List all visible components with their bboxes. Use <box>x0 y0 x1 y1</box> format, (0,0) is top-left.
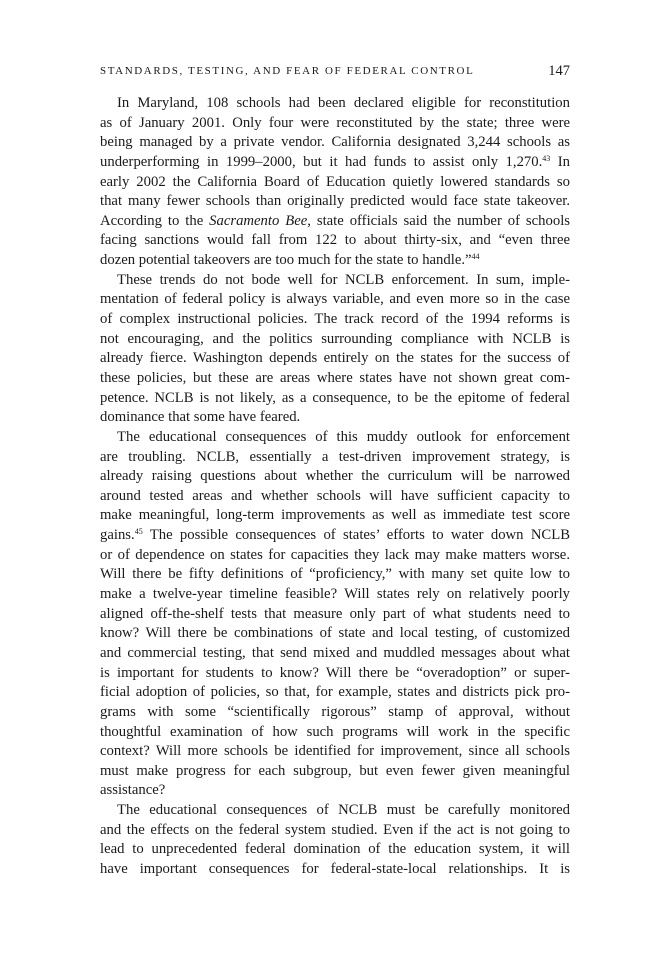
line-text: these policies, but these are areas where states have not shown great com- <box>100 369 570 386</box>
line-text: Will there be fifty definitions of “proficiency,” with many set quite low to <box>100 566 570 583</box>
line-text: underperforming in 1999–2000, but it had funds to assist only 1,270. <box>100 153 543 170</box>
text-line <box>100 860 570 880</box>
text-line <box>100 840 570 860</box>
line-text: mentation of federal policy is always variable, and even more so in the case <box>100 291 570 308</box>
text-line <box>100 428 570 448</box>
line-text: and commercial testing, that send mixed and muddled messages about what <box>100 644 570 661</box>
text-line <box>100 644 570 664</box>
line-text: gains. <box>100 527 135 544</box>
text-line <box>100 742 570 762</box>
text-line <box>100 133 570 153</box>
italic-title: Sacramento Bee, <box>209 212 311 229</box>
line-text: not encouraging, and the politics surrounding compliance with NCLB is <box>100 330 570 347</box>
text-line <box>100 762 570 782</box>
line-text: dozen potential takeovers are too much for the state to handle.” <box>100 252 472 269</box>
text-line <box>100 664 570 684</box>
line-text: already raising questions about whether the curriculum will be narrowed <box>100 468 570 485</box>
text-line <box>100 546 570 566</box>
line-text: as of January 2001. Only four were reconstituted by the state; three were <box>100 114 570 131</box>
line-text: and the effects on the federal system studied. Even if the act is not going to <box>100 821 570 838</box>
text-line <box>100 801 570 821</box>
line-text-continued: In <box>550 153 570 170</box>
line-text: make meaningful, long-term improvements as well as immediate test score <box>100 507 570 524</box>
line-text: make a twelve-year timeline feasible? Will states rely on relatively poorly <box>100 586 570 603</box>
line-text: assistance? <box>100 782 166 799</box>
line-text: ficial adoption of policies, so that, for example, states and districts pick pro- <box>100 684 570 701</box>
text-line <box>100 153 570 173</box>
text-line <box>100 94 570 114</box>
text-line <box>100 114 570 134</box>
text-line <box>100 310 570 330</box>
footnote-reference: 43 <box>542 153 551 163</box>
text-line <box>100 251 570 271</box>
text-line <box>100 271 570 291</box>
text-line <box>100 290 570 310</box>
text-line <box>100 408 570 428</box>
line-text-continued: state officials said the number of schools <box>310 212 570 229</box>
text-line <box>100 585 570 605</box>
running-title: STANDARDS, TESTING, AND FEAR OF FEDERAL CONTROL <box>100 65 475 77</box>
text-line <box>100 506 570 526</box>
text-line <box>100 723 570 743</box>
text-line <box>100 231 570 251</box>
text-line <box>100 781 570 801</box>
text-line <box>100 467 570 487</box>
line-text: is important for students to know? Will there be “overadoption” or super- <box>100 664 570 681</box>
line-text: The educational consequences of NCLB must be carefully monitored <box>117 802 570 819</box>
text-line <box>100 703 570 723</box>
text-line <box>100 526 570 546</box>
footnote-reference: 44 <box>471 252 480 262</box>
line-text: around tested areas and whether schools will have sufficient capacity to <box>100 487 570 504</box>
text-line <box>100 330 570 350</box>
text-line <box>100 192 570 212</box>
line-text: petence. NCLB is not likely, as a consequence, to be the epitome of federal <box>100 389 570 406</box>
line-text-continued: The possible consequences of states’ efforts to water down NCLB <box>142 527 570 544</box>
line-text: early 2002 the California Board of Education quietly lowered standards so <box>100 173 570 190</box>
line-text: The educational consequences of this muddy outlook for enforcement <box>117 428 570 445</box>
line-text: dominance that some have feared. <box>100 409 301 426</box>
footnote-reference: 45 <box>134 527 143 537</box>
line-text: know? Will there be combinations of state and local testing, of customized <box>100 625 570 642</box>
text-line <box>100 624 570 644</box>
line-text: context? Will more schools be identified for improvement, since all schools <box>100 743 570 760</box>
text-line <box>100 448 570 468</box>
line-text: already fierce. Washington depends entirely on the states for the success of <box>100 350 570 367</box>
running-head <box>100 61 570 81</box>
line-text: or of dependence on states for capacities they lack may make matters worse. <box>100 546 570 563</box>
line-text: These trends do not bode well for NCLB enforcement. In sum, imple- <box>117 271 570 288</box>
line-text: facing sanctions would fall from 122 to about thirty-six, and “even three <box>100 232 570 249</box>
line-text: According to the <box>100 212 210 229</box>
line-text: thoughtful examination of how such programs will work in the specific <box>100 723 570 740</box>
line-text: aligned off-the-shelf tests that measure only part of what students need to <box>100 605 570 622</box>
text-line <box>100 212 570 232</box>
text-line <box>100 821 570 841</box>
text-line <box>100 369 570 389</box>
text-line <box>100 389 570 409</box>
line-text: being managed by a private vendor. California designated 3,244 schools as <box>100 134 570 151</box>
line-text: In Maryland, 108 schools had been declared eligible for reconstitution <box>117 95 570 111</box>
line-text: are troubling. NCLB, essentially a test-driven improvement strategy, is <box>100 448 570 465</box>
text-line <box>100 683 570 703</box>
text-line <box>100 173 570 193</box>
text-line <box>100 349 570 369</box>
line-text: of complex instructional policies. The track record of the 1994 reforms is <box>100 311 570 328</box>
page-number: 147 <box>548 63 570 79</box>
text-line <box>100 565 570 585</box>
line-text: must make progress for each subgroup, but even fewer given meaningful <box>100 762 570 779</box>
line-text: lead to unprecedented federal domination of the education system, it will <box>100 841 570 858</box>
body-text <box>100 94 570 880</box>
line-text: that many fewer schools than originally predicted would face state takeover. <box>100 193 570 210</box>
text-line <box>100 605 570 625</box>
text-line <box>100 487 570 507</box>
line-text: have important consequences for federal-state-local relationships. It is <box>100 860 570 877</box>
line-text: grams with some “scientifically rigorous” stamp of approval, without <box>100 703 570 720</box>
